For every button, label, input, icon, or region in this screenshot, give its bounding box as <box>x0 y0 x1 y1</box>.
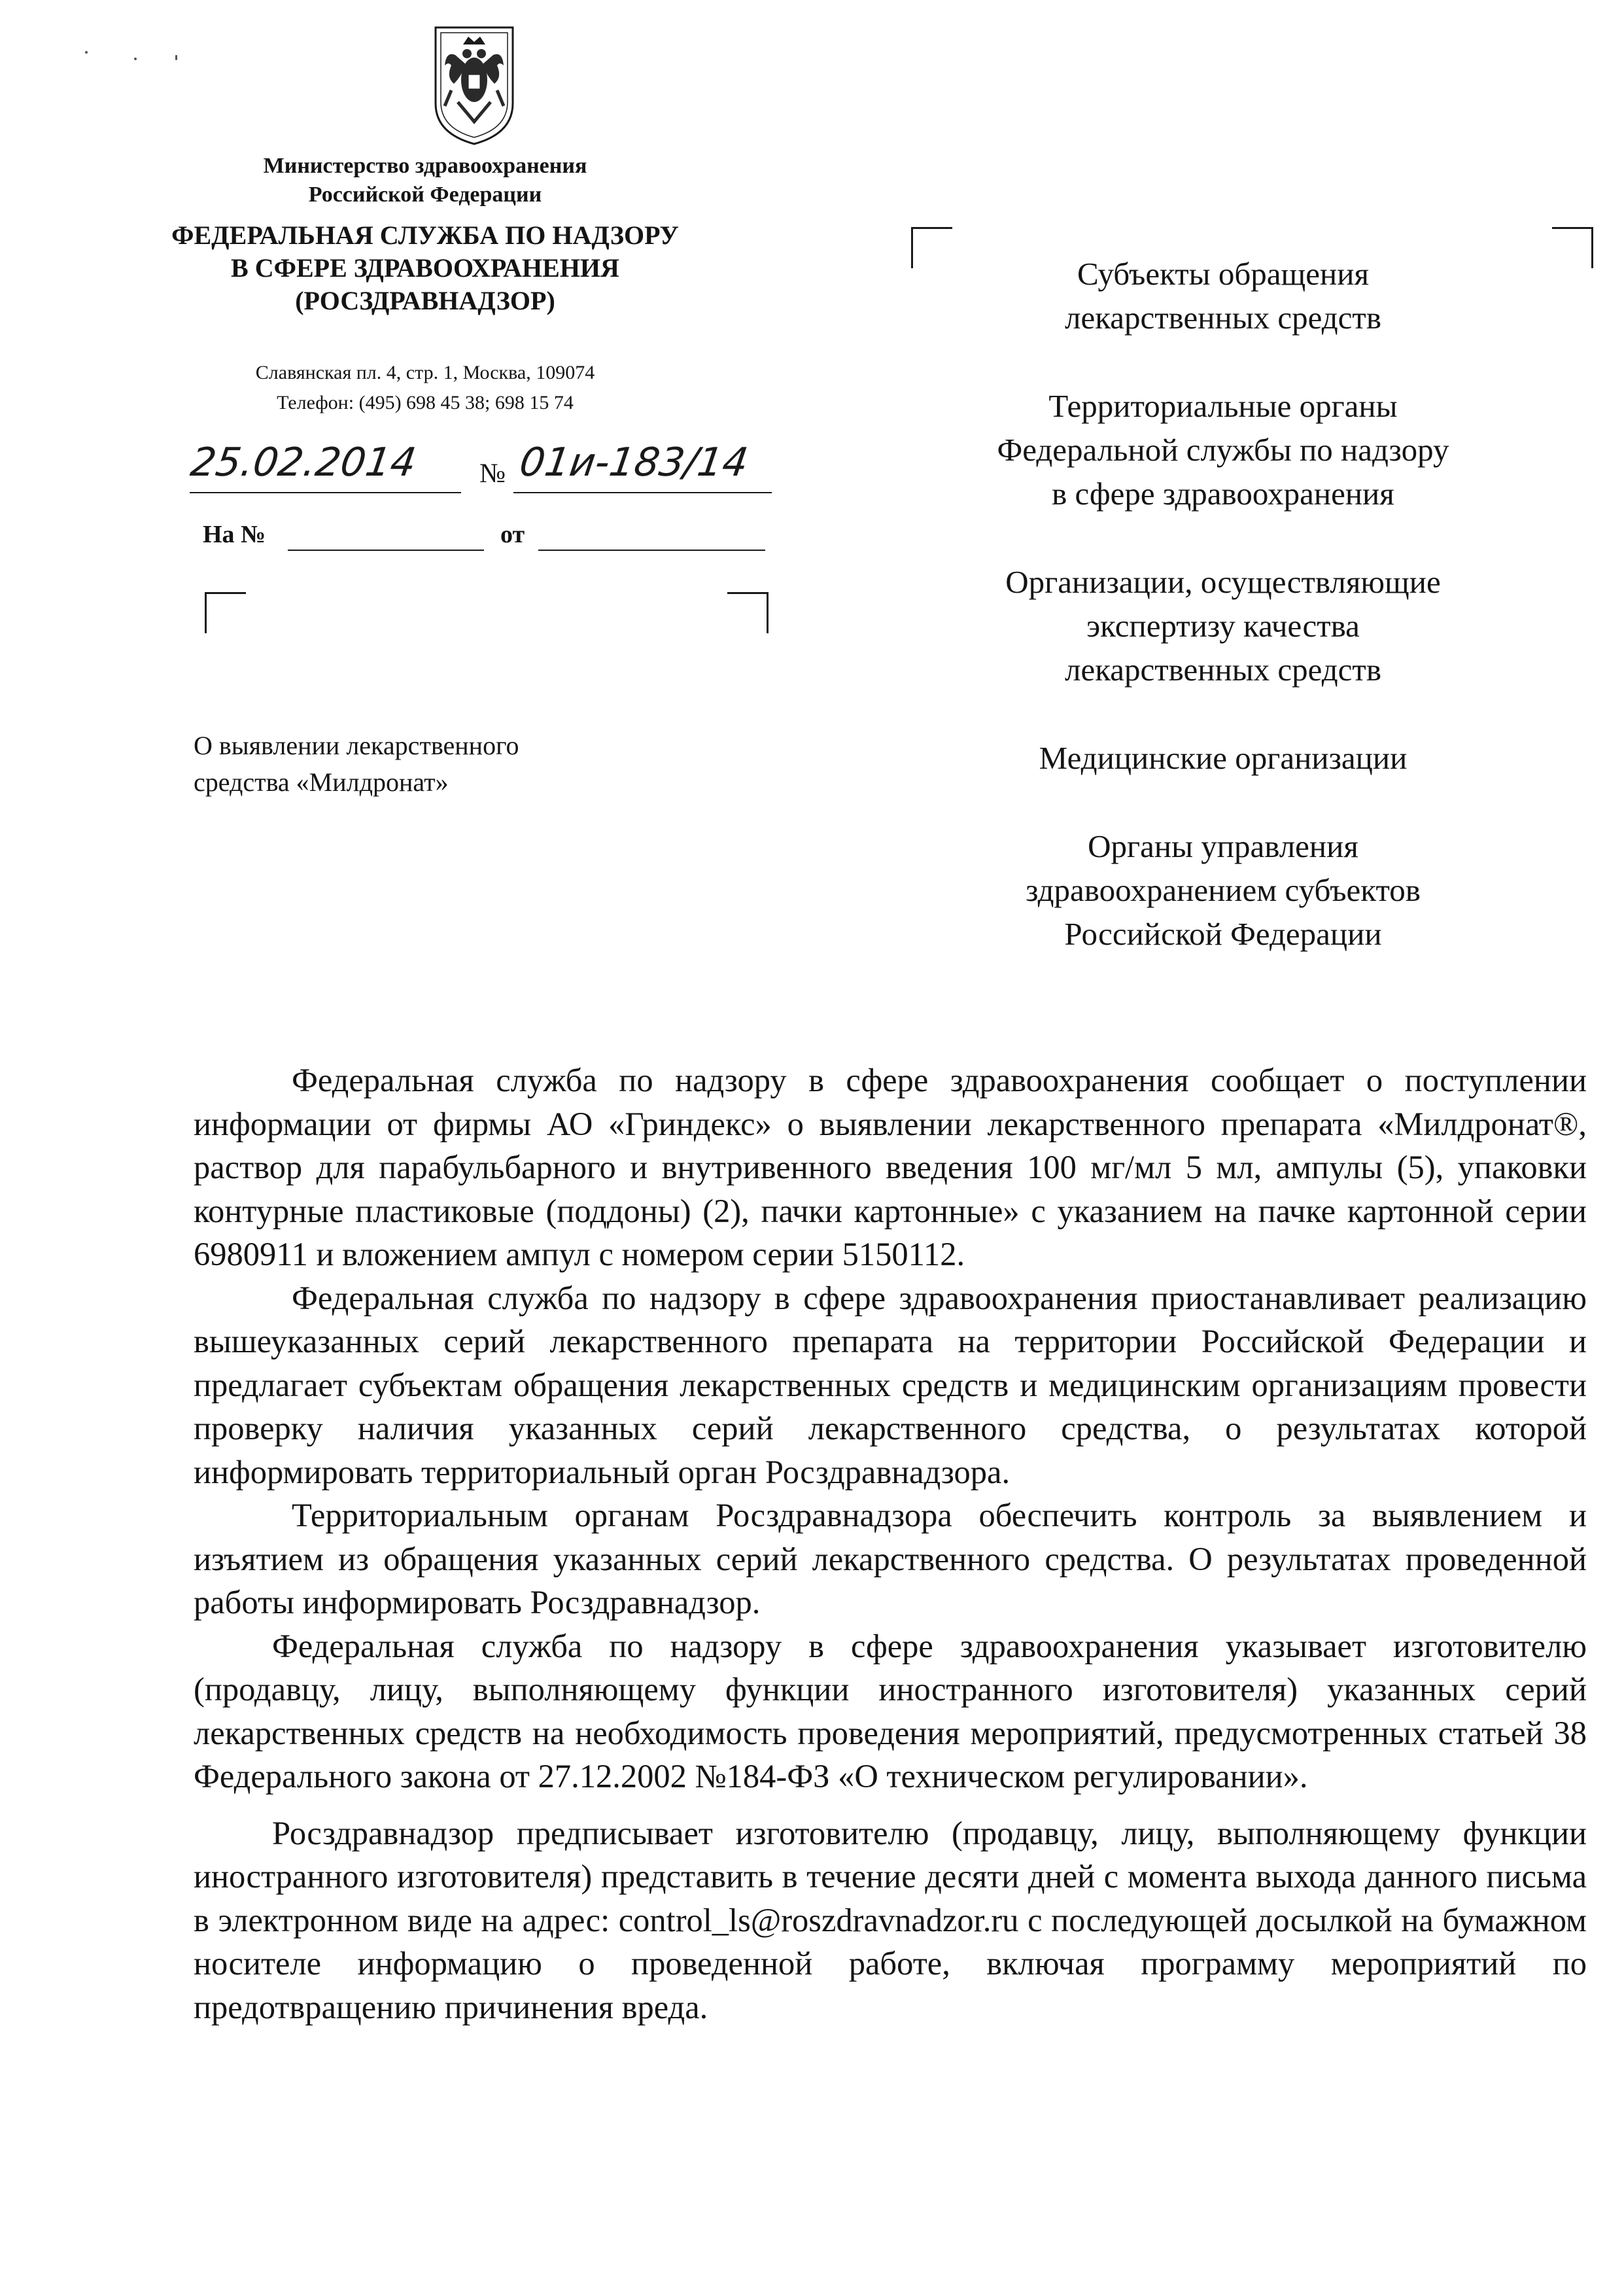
service-line: (РОСЗДРАВНАДЗОР) <box>295 286 555 315</box>
date-underline <box>190 492 461 493</box>
subject-line <box>194 727 519 801</box>
addressee-item: Территориальные органы Федеральной службы по надзору в сфере здравоохранения <box>997 388 1449 512</box>
subject-corner-left <box>205 592 246 633</box>
postal-address: Славянская пл. 4, стр. 1, Москва, 109074 <box>255 362 595 383</box>
service-line: ФЕДЕРАЛЬНАЯ СЛУЖБА ПО НАДЗОРУ <box>171 220 679 250</box>
contact-block <box>164 358 687 418</box>
registration-date: 25.02.2014 <box>188 440 419 485</box>
scan-speck <box>175 55 177 60</box>
service-name <box>131 219 719 317</box>
from-label: от <box>500 521 525 548</box>
addressee-item: Организации, осуществляющие экспертизу качества лекарственных средств <box>1005 564 1441 688</box>
body-paragraph: Федеральная служба по надзору в сфере здравоохранения приостанавливает реализацию вышеуказанных серий лекарственного препарата на территории Российской Федерации и предлагает субъектам обращения лекарственных средств и медицинским организациям провести проверку наличия указанных серий лекарственного средства, о результатах которой информировать территориальный орган Росздравнадзора. <box>194 1279 1587 1490</box>
number-underline <box>513 492 772 493</box>
body-paragraph: Федеральная служба по надзору в сфере здравоохранения указывает изготовителю (продавцу, лицу, выполняющему функции иностранного изготовителя) указанных серий лекарственных средств на необходимость проведения мероприятий, предусмотренных статьей 38 Федерального закона от 27.12.2002 №184-ФЗ «О техническом регулировании». <box>194 1627 1587 1795</box>
body-paragraph: Территориальным органам Росздравнадзора обеспечить контроль за выявлением и изъятием из обращения указанных серий лекарственного средства. О результатах проведенной работы информировать Росздравнадзор. <box>194 1497 1587 1621</box>
scan-speck <box>85 51 88 54</box>
subject-text: О выявлении лекарственного <box>194 731 519 760</box>
reply-to-line <box>288 550 484 551</box>
subject-text: средства «Милдронат» <box>194 767 449 797</box>
ministry-name <box>164 152 687 209</box>
phone-numbers: Телефон: (495) 698 45 38; 698 15 74 <box>277 392 574 413</box>
body-paragraph: Федеральная служба по надзору в сфере здравоохранения сообщает о поступлении информации от фирмы АО «Гриндекс» о выявлении лекарственного препарата «Милдронат®, раствор для парабульбарного и внутривенного введения 100 мг/мл 5 мл, ампулы (5), упаковки контурные пластиковые (поддоны) (2), пачки картонные» с указанием на пачке картонной серии 6980911 и вложением ампул с номером серии 5150112. <box>194 1062 1587 1272</box>
number-sign: № <box>479 459 506 489</box>
addressee-item: Медицинские организации <box>1039 740 1408 776</box>
body-paragraph: Росздравнадзор предписывает изготовителю (продавцу, лицу, выполняющему функции иностранного изготовителя) представить в течение десяти дней с момента выхода данного письма в электронном виде на адрес: control_ls@roszdravnadzor.ru с последующей досылкой на бумажном носителе информацию о проведенной работе, включая программу мероприятий по предотвращению причинения вреда. <box>194 1814 1587 2025</box>
subject-corner-right <box>727 592 769 633</box>
ministry-line: Министерство здравоохранения <box>263 154 587 178</box>
from-line <box>538 550 765 551</box>
coat-of-arms-icon <box>432 25 517 146</box>
reply-to-label: На № <box>203 521 266 548</box>
addressee-list <box>916 252 1530 1000</box>
ministry-line: Российской Федерации <box>308 183 542 207</box>
addressee-item: Субъекты обращения лекарственных средств <box>1065 256 1381 336</box>
letter-body <box>194 1059 1587 2029</box>
registration-number: 01и-183/14 <box>517 440 751 485</box>
addressee-corner-right <box>1552 227 1593 268</box>
addressee-item: Органы управления здравоохранением субъектов Российской Федерации <box>1026 828 1421 952</box>
service-line: В СФЕРЕ ЗДРАВООХРАНЕНИЯ <box>231 253 619 283</box>
scan-speck <box>134 58 137 60</box>
